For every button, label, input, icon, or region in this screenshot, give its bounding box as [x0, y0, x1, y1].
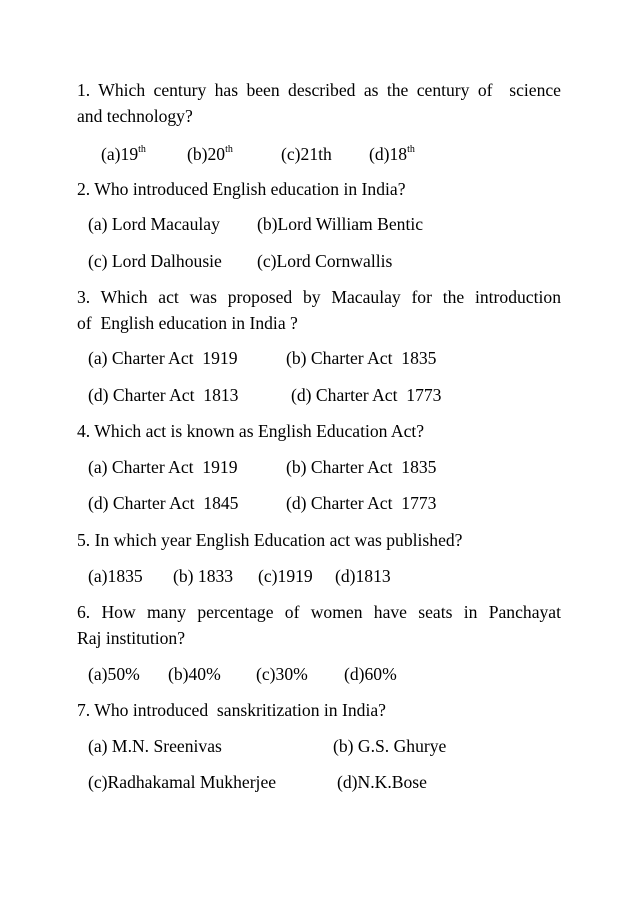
question-7-line-1: 7. Who introduced sanskritization in India? [77, 700, 386, 720]
question-1-option-d[interactable]: (d)18th [369, 144, 415, 164]
question-5-line-1: 5. In which year English Education act was published? [77, 530, 463, 550]
question-5-option-b[interactable]: (b) 1833 [173, 566, 234, 586]
question-5-option-c[interactable]: (c)1919 [258, 566, 313, 586]
question-2-line-1: 2. Who introduced English education in India? [77, 179, 406, 199]
question-1-option-c[interactable]: (c)21th [281, 144, 332, 164]
question-7-option-b[interactable]: (b) G.S. Ghurye [333, 736, 447, 756]
question-4-option-a[interactable]: (a) Charter Act 1919 [88, 457, 238, 477]
question-2-option-d[interactable]: (c)Lord Cornwallis [257, 251, 393, 271]
question-1-line-2: and technology? [77, 106, 193, 126]
question-3-line-2: of English education in India ? [77, 313, 298, 333]
question-7-option-c[interactable]: (c)Radhakamal Mukherjee [88, 772, 277, 792]
question-3-line-1: 3. Which act was proposed by Macaulay for the introduction [77, 287, 561, 307]
question-6-option-b[interactable]: (b)40% [168, 664, 221, 684]
question-5-option-a[interactable]: (a)1835 [88, 566, 143, 586]
question-4-option-b[interactable]: (b) Charter Act 1835 [286, 457, 437, 477]
question-4-line-1: 4. Which act is known as English Education Act? [77, 421, 425, 441]
question-3-option-d[interactable]: (d) Charter Act 1773 [291, 385, 442, 405]
question-2-option-c[interactable]: (c) Lord Dalhousie [88, 251, 222, 271]
question-5-option-d[interactable]: (d)1813 [335, 566, 391, 586]
question-7-option-a[interactable]: (a) M.N. Sreenivas [88, 736, 222, 756]
question-6-option-a[interactable]: (a)50% [88, 664, 140, 684]
question-4-option-c[interactable]: (d) Charter Act 1845 [88, 493, 239, 513]
question-7-option-d[interactable]: (d)N.K.Bose [337, 772, 427, 792]
question-1-option-a[interactable]: (a)19th [101, 144, 146, 164]
question-6-line-2: Raj institution? [77, 628, 186, 648]
question-1-line-1: 1. Which century has been described as the century of science [77, 80, 561, 100]
question-3-option-c[interactable]: (d) Charter Act 1813 [88, 385, 239, 405]
question-1-option-b[interactable]: (b)20th [187, 144, 233, 164]
question-3-option-a[interactable]: (a) Charter Act 1919 [88, 348, 238, 368]
question-6-line-1: 6. How many percentage of women have seats in Panchayat [77, 602, 561, 622]
question-4-option-d[interactable]: (d) Charter Act 1773 [286, 493, 437, 513]
question-3-option-b[interactable]: (b) Charter Act 1835 [286, 348, 437, 368]
question-2-option-a[interactable]: (a) Lord Macaulay [88, 214, 220, 234]
question-6-option-c[interactable]: (c)30% [256, 664, 308, 684]
question-6-option-d[interactable]: (d)60% [344, 664, 397, 684]
question-2-option-b[interactable]: (b)Lord William Bentic [257, 214, 424, 234]
